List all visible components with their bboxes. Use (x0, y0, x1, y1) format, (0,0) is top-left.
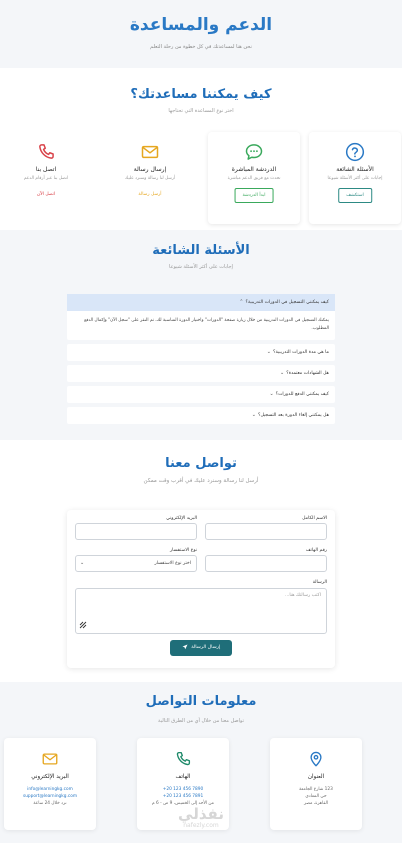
chevron-down-icon: ⌄ (251, 412, 256, 418)
phone-number-link[interactable]: +20 123 456 7890 (162, 787, 204, 792)
faq-list (67, 294, 335, 428)
help-card-title: اتصل بنا (35, 166, 57, 173)
info-card-title: العنوان (307, 774, 325, 780)
inquiry-type-select[interactable] (75, 555, 197, 572)
faq-item (67, 407, 335, 424)
faq-item (67, 294, 335, 340)
chevron-down-icon: ⌄ (280, 370, 285, 376)
faq-section (0, 230, 402, 440)
message-label: الرسالة (312, 580, 327, 585)
send-message-button[interactable] (170, 640, 232, 656)
email-link[interactable]: info@learningkg.com (27, 787, 73, 792)
faq-question-text: كيف يمكنني الدفع للدورات؟ (275, 392, 329, 397)
faq-item (67, 365, 335, 382)
help-title: كيف يمكننا مساعدتك؟ (130, 87, 272, 102)
chevron-down-icon: ⌄ (80, 560, 85, 566)
faq-question[interactable] (67, 407, 335, 424)
resize-handle-icon[interactable] (79, 621, 87, 631)
faq-question-text: ما هي مدة الدورات التدريبية؟ (273, 350, 329, 355)
address-line: القاهرة، مصر (303, 801, 329, 806)
faq-question-text: هل يمكنني إلغاء الدورة بعد التسجيل؟ (258, 413, 329, 418)
contact-section (0, 440, 402, 682)
email-label: البريد الإلكتروني (166, 516, 197, 521)
phone-icon (137, 750, 229, 772)
help-card-desc: أرسل لنا رسالة وسنرد عليك (124, 176, 176, 181)
inquiry-type-value: اختر نوع الاستفسار (154, 561, 191, 566)
hero-section (0, 0, 402, 68)
call-now-link[interactable]: اتصل الآن (36, 192, 56, 197)
full-name-label: الاسم الكامل (302, 516, 327, 521)
faq-question-text: كيف يمكنني التسجيل في الدورات التدريبية؟ (245, 300, 329, 305)
faq-question[interactable] (67, 386, 335, 403)
chevron-down-icon: ⌄ (269, 391, 274, 397)
location-pin-icon (270, 750, 362, 772)
page-subtitle: نحن هنا لمساعدتك في كل خطوة من رحلة التعلم (150, 44, 252, 50)
help-options-section (0, 68, 402, 230)
envelope-icon (104, 142, 196, 162)
message-placeholder: اكتب رسالتك هنا... (285, 593, 321, 598)
contact-form (67, 510, 335, 668)
chat-bubble-icon (208, 142, 300, 162)
help-card-desc: إجابات على أكثر الأسئلة شيوعا (327, 176, 383, 181)
help-card-send-message[interactable] (104, 132, 196, 224)
envelope-icon (4, 750, 96, 772)
info-card-title: البريد الإلكتروني (31, 774, 69, 780)
phone-label: رقم الهاتف (305, 548, 327, 553)
phone-input[interactable] (205, 555, 327, 572)
paper-plane-icon (182, 644, 188, 650)
help-card-title: إرسال رسالة (133, 166, 167, 173)
reply-time: نرد خلال 24 ساعة (33, 801, 67, 806)
message-textarea[interactable] (75, 588, 327, 634)
full-name-input[interactable] (205, 523, 327, 540)
email-input[interactable] (75, 523, 197, 540)
watermark (0, 806, 402, 829)
faq-question[interactable] (67, 365, 335, 382)
send-button-label: إرسال الرسالة (191, 645, 221, 650)
phone-icon (0, 142, 92, 162)
info-subtitle: تواصل معنا من خلال أي من الطرق التالية (158, 718, 244, 724)
help-card-faq[interactable] (309, 132, 401, 224)
faq-item (67, 344, 335, 361)
info-title: معلومات التواصل (145, 694, 257, 709)
faq-question-text: هل الشهادات معتمدة؟ (286, 371, 329, 376)
help-subtitle: اختر نوع المساعدة التي تحتاجها (168, 108, 234, 114)
email-link[interactable]: support@learningkg.com (22, 794, 78, 799)
explore-faq-button[interactable]: استكشف (338, 188, 372, 203)
faq-question[interactable] (67, 344, 335, 361)
faq-question[interactable] (67, 294, 335, 311)
info-card-title: الهاتف (175, 774, 191, 780)
chevron-up-icon: ⌃ (239, 299, 244, 305)
contact-title: تواصل معنا (165, 456, 237, 471)
faq-answer: يمكنك التسجيل في الدورات التدريبية من خلال زيارة صفحة "الدورات" واختيار الدورة المناسبة لك، ثم النقر على "سجل الآن" وإكمال الدفع المطلوب. (84, 318, 329, 331)
faq-item (67, 386, 335, 403)
watermark-logo: نفذلي (178, 805, 224, 823)
send-message-link[interactable]: أرسل رسالة (138, 192, 162, 197)
question-circle-icon (309, 142, 401, 162)
start-chat-button[interactable]: ابدأ الدردشة (235, 188, 274, 203)
help-card-call-us[interactable] (0, 132, 92, 224)
contact-subtitle: أرسل لنا رسالة وسنرد عليك في أقرب وقت ممكن (143, 478, 259, 484)
help-card-title: الدردشة المباشرة (231, 166, 277, 173)
working-hours: من الأحد إلى الخميس، 9 ص - 6 م (152, 801, 214, 806)
address-line: حي المعادي (305, 794, 327, 799)
faq-title: الأسئلة الشائعة (152, 243, 250, 258)
help-card-desc: تحدث مع فريق الدعم مباشرة (227, 176, 281, 181)
page-title: الدعم والمساعدة (129, 15, 273, 35)
address-line: 123 شارع الجامعة (299, 787, 333, 792)
phone-number-link[interactable]: +20 123 456 7891 (162, 794, 204, 799)
faq-subtitle: إجابات على أكثر الأسئلة شيوعا (169, 264, 233, 270)
help-card-live-chat[interactable] (208, 132, 300, 224)
inquiry-type-label: نوع الاستفسار (169, 548, 197, 553)
help-card-desc: اتصل بنا عبر أرقام الدعم (23, 176, 69, 181)
help-card-title: الأسئلة الشائعة (336, 166, 374, 173)
watermark-url: nafezly.com (183, 822, 219, 829)
chevron-down-icon: ⌄ (266, 349, 271, 355)
